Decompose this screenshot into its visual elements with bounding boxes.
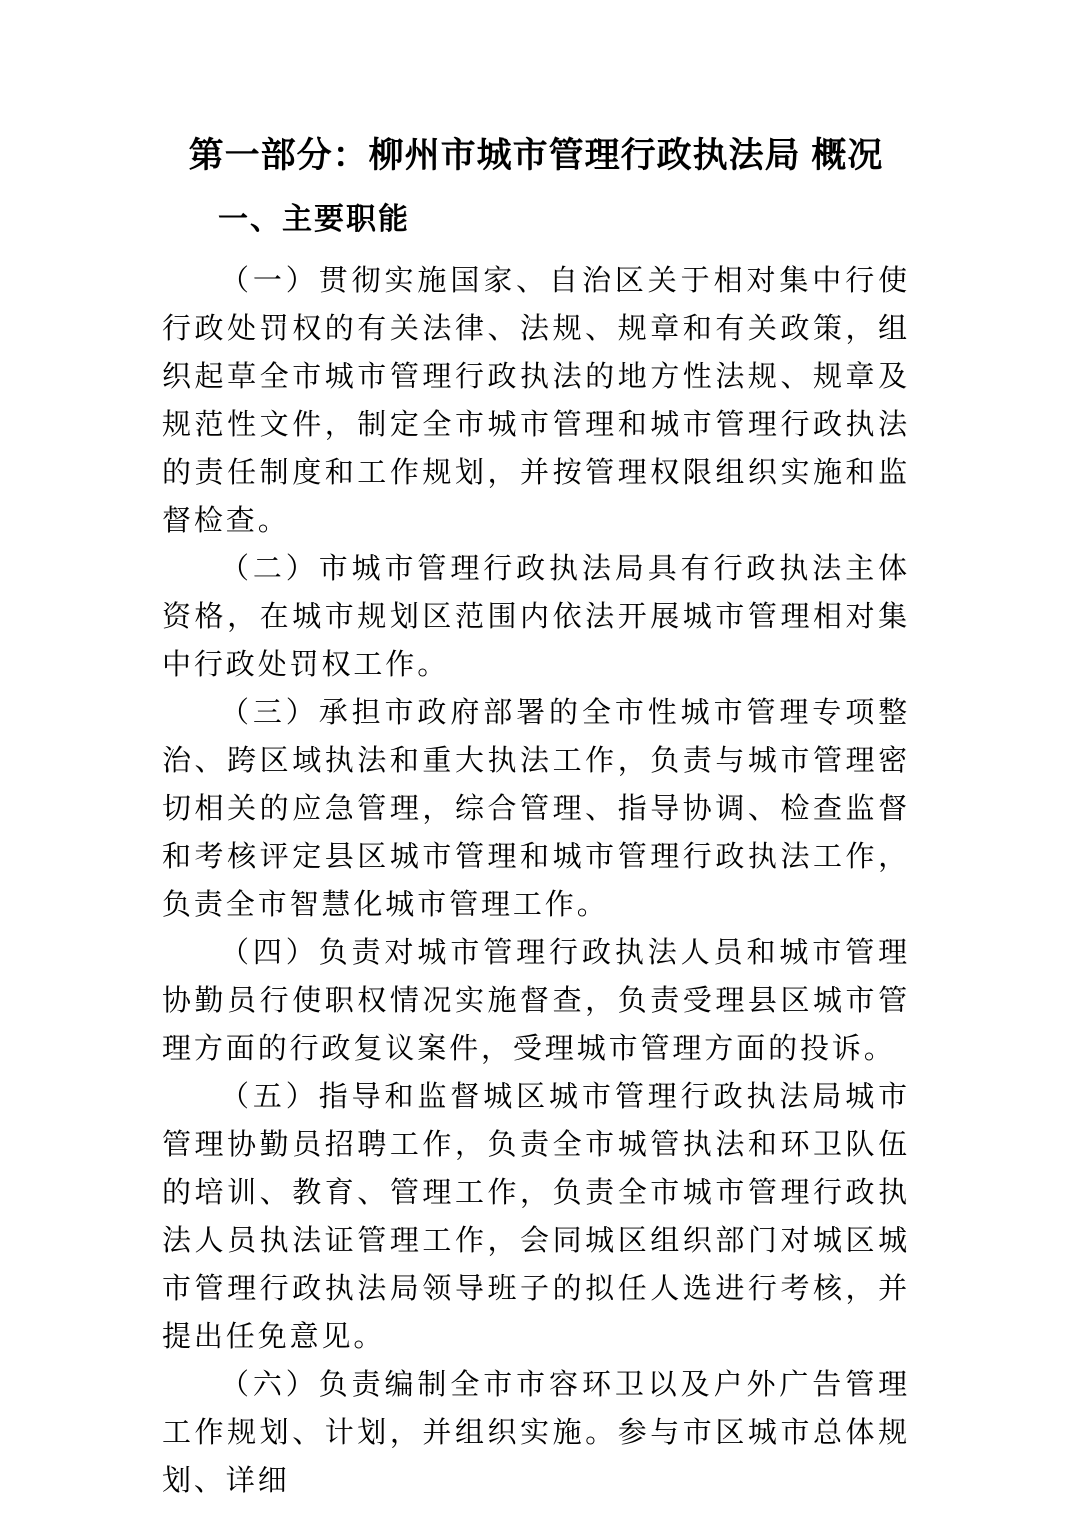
document-title: 第一部分：柳州市城市管理行政执法局 概况: [188, 136, 884, 175]
paragraph-main-function-1: （一）贯彻实施国家、自治区关于相对集中行使行政处罚权的有关法律、法规、规章和有关政策，组织起草全市城市管理行政执法的地方性法规、规章及规范性文件，制定全市城市管理和城市管理行政执法的责任制度和工作规划，并按管理权限组织实施和监督检查。: [162, 263, 910, 537]
paragraph-list: [162, 256, 910, 1504]
paragraph-main-function-2: （二）市城市管理行政执法局具有行政执法主体资格，在城市规划区范围内依法开展城市管理相对集中行政处罚权工作。: [162, 551, 910, 681]
paragraph-main-function-4: （四）负责对城市管理行政执法人员和城市管理协勤员行使职权情况实施督查，负责受理县区城市管理方面的行政复议案件，受理城市管理方面的投诉。: [162, 935, 910, 1065]
paragraph-main-function-6: （六）负责编制全市市容环卫以及户外广告管理工作规划、计划，并组织实施。参与市区城市总体规划、详细: [162, 1367, 910, 1497]
section-heading: 一、主要职能: [218, 203, 410, 236]
paragraph-main-function-3: （三）承担市政府部署的全市性城市管理专项整治、跨区域执法和重大执法工作，负责与城市管理密切相关的应急管理，综合管理、指导协调、检查监督和考核评定县区城市管理和城市管理行政执法工作，负责全市智慧化城市管理工作。: [162, 695, 910, 921]
document-content: [162, 130, 910, 1504]
paragraph-main-function-5: （五）指导和监督城区城市管理行政执法局城市管理协勤员招聘工作，负责全市城管执法和环卫队伍的培训、教育、管理工作，负责全市城市管理行政执法人员执法证管理工作，会同城区组织部门对城区城市管理行政执法局领导班子的拟任人选进行考核，并提出任免意见。: [162, 1079, 910, 1353]
